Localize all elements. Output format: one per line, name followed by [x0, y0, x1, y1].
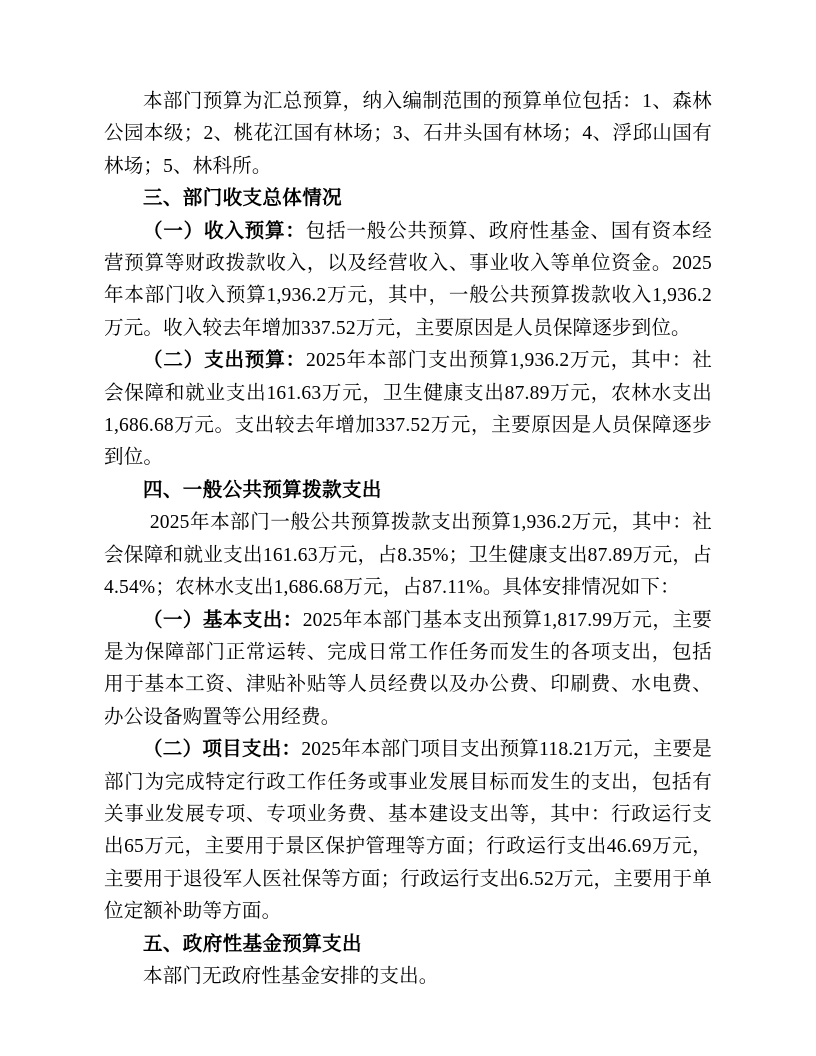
paragraph-income-budget — [104, 216, 712, 346]
paragraph-project-expense-text: 2025年本部门项目支出预算118.21万元，主要是部门为完成特定行政工作任务或事业发展目标而发生的支出，包括有关事业发展专项、专项业务费、基本建设支出等，其中：行政运行支出65万元，主要用于景区保护管理等方面；行政运行支出46.69万元，主要用于退役军人医社保等方面；行政运行支出6.52万元，主要用于单位定额补助等方面。 — [104, 739, 712, 923]
paragraph-income-text: 包括一般公共预算、政府性基金、国有资本经营预算等财政拨款收入，以及经营收入、事业收入等单位资金。2025年本部门收入预算1,936.2万元，其中，一般公共预算拨款收入1,936.2万元。收入较去年增加337.52万元，主要原因是人员保障逐步到位。 — [104, 220, 712, 339]
paragraph-basic-expense-lead: （一）基本支出： — [143, 609, 303, 631]
heading-section-three: 三、部门收支总体情况 — [143, 188, 343, 210]
heading-section-five: 五、政府性基金预算支出 — [143, 933, 362, 955]
paragraph-fund-budget: 本部门无政府性基金安排的支出。 — [143, 965, 439, 987]
paragraph-expense-lead: （二）支出预算： — [143, 350, 306, 372]
paragraph-expense-text: 2025年本部门支出预算1,936.2万元，其中：社会保障和就业支出161.63万元，卫生健康支出87.89万元，农林水支出1,686.68万元。支出较去年增加337.52万元，主要原因是人员保障逐步到位。 — [104, 350, 712, 469]
heading-section-four: 四、一般公共预算拨款支出 — [143, 479, 382, 501]
paragraph-intro: 本部门预算为汇总预算，纳入编制范围的预算单位包括：1、森林公园本级；2、桃花江国有林场；3、石井头国有林场；4、浮邱山国有林场；5、林科所。 — [104, 91, 712, 177]
document-body — [104, 86, 712, 993]
paragraph-income-lead: （一）收入预算： — [143, 220, 306, 242]
paragraph-basic-expense — [104, 605, 712, 735]
paragraph-project-expense — [104, 734, 712, 928]
paragraph-project-expense-lead: （二）项目支出： — [143, 739, 302, 761]
paragraph-expense-budget — [104, 345, 712, 475]
paragraph-basic-expense-text: 2025年本部门基本支出预算1,817.99万元，主要是为保障部门正常运转、完成日常工作任务而发生的各项支出，包括用于基本工资、津贴补贴等人员经费以及办公费、印刷费、水电费、办公设备购置等公用经费。 — [104, 609, 712, 728]
paragraph-general-budget: 2025年本部门一般公共预算拨款支出预算1,936.2万元，其中：社会保障和就业支出161.63万元，占8.35%；卫生健康支出87.89万元，占4.54%；农林水支出1,686.68万元，占87.11%。具体安排情况如下： — [104, 512, 712, 599]
